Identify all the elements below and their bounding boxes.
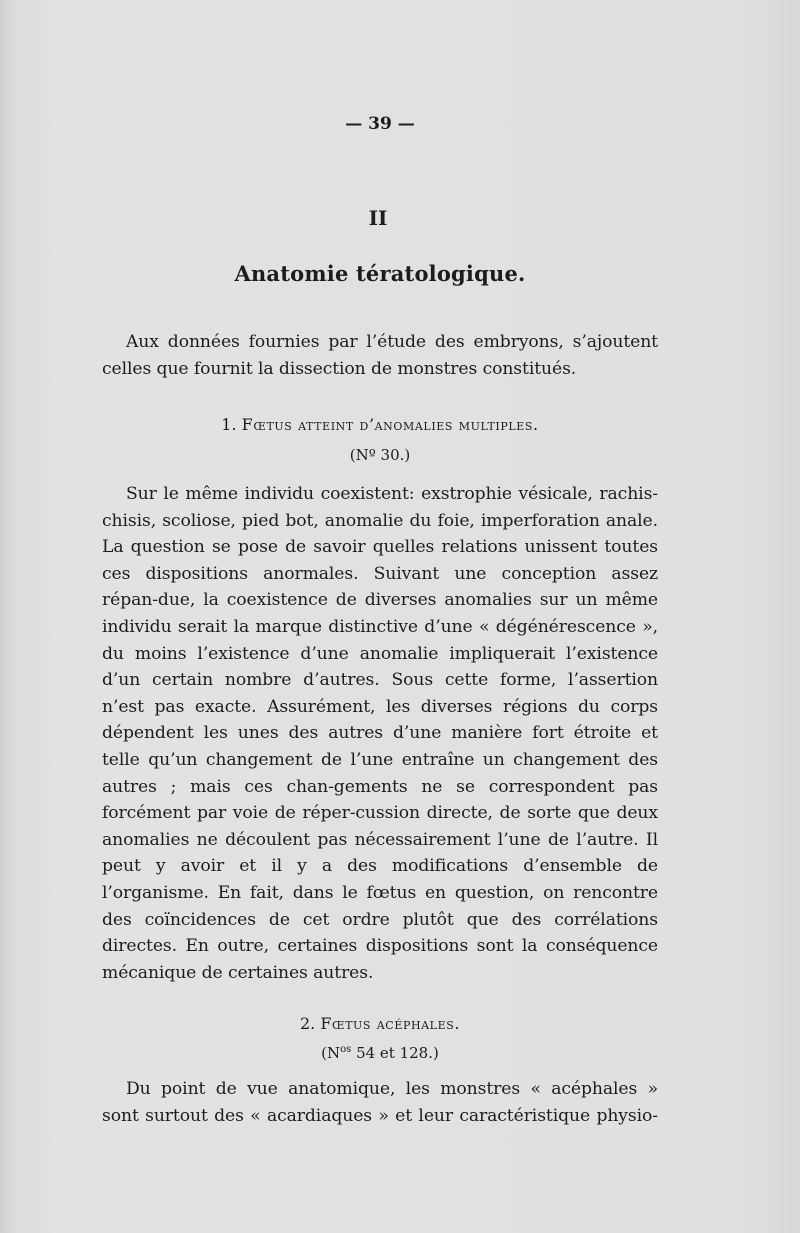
section-2-reference-rest: 54 et 128.) (351, 1044, 439, 1062)
section-2-heading-number: 2. (299, 1014, 316, 1033)
page-number: — 39 — (345, 114, 415, 134)
section-2-line-2: sont surtout des « acardiaques » et leur caractéristique physio- (102, 1105, 658, 1126)
section-2-heading (0, 1014, 760, 1033)
section-number: II (368, 206, 388, 230)
section-2-body (102, 1076, 658, 1129)
section-2-heading-text: Fœtus acéphales. (320, 1014, 461, 1033)
section-title: Anatomie tératologique. (234, 261, 526, 286)
section-2-reference (0, 1044, 760, 1062)
section-2-line-1: Du point de vue anatomique, les monstres « acéphales » (126, 1079, 658, 1099)
section-1-heading-number: 1. (221, 415, 237, 434)
intro-paragraph (102, 329, 658, 382)
section-2-reference-sup: os (340, 1044, 352, 1055)
section-1-reference: (Nº 30.) (349, 446, 411, 464)
section-1-body (102, 481, 658, 986)
intro-line-2: celles que fournit la dissection de monstres constitués. (102, 358, 577, 379)
section-2-reference-prefix: (N (321, 1044, 341, 1062)
section-1-heading-text: Fœtus atteint d’anomalies multiples. (241, 415, 539, 434)
section-1-heading (0, 415, 760, 434)
intro-line-1: Aux données fournies par l’étude des embryons, s’ajoutent (126, 332, 658, 352)
section-1-paragraph: Sur le même individu coexistent: exstrophie vésicale, rachis-chisis, scoliose, pied bot, anomalie du foie, imperforation anale. La question se pose de savoir quelles relations unissent toutes ces dispositions anormales. Suivant une conception assez répan-due, la coexistence de diverses anomalies sur un même individu serait la marque distinctive d’une « dégénérescence », du moins l’existence d’une anomalie impliquerait l’existence d’un certain nombre d’autres. Sous cette forme, l’assertion n’est pas exacte. Assurément, les diverses régions du corps dépendent les unes des autres d’une manière fort étroite et telle qu’un changement de l’une entraîne un changement des autres ; mais ces chan-gements ne se correspondent pas forcément par voie de réper-cussion directe, de sorte que deux anomalies ne découlent pas nécessairement l’une de l’autre. Il peut y avoir et il y a des modifications d’ensemble de l’organisme. En fait, dans le fœtus en question, on rencontre des coïncidences de cet ordre plutôt que des corrélations directes. En outre, certaines dispositions sont la conséquence mécanique de certaines autres. (102, 484, 658, 983)
